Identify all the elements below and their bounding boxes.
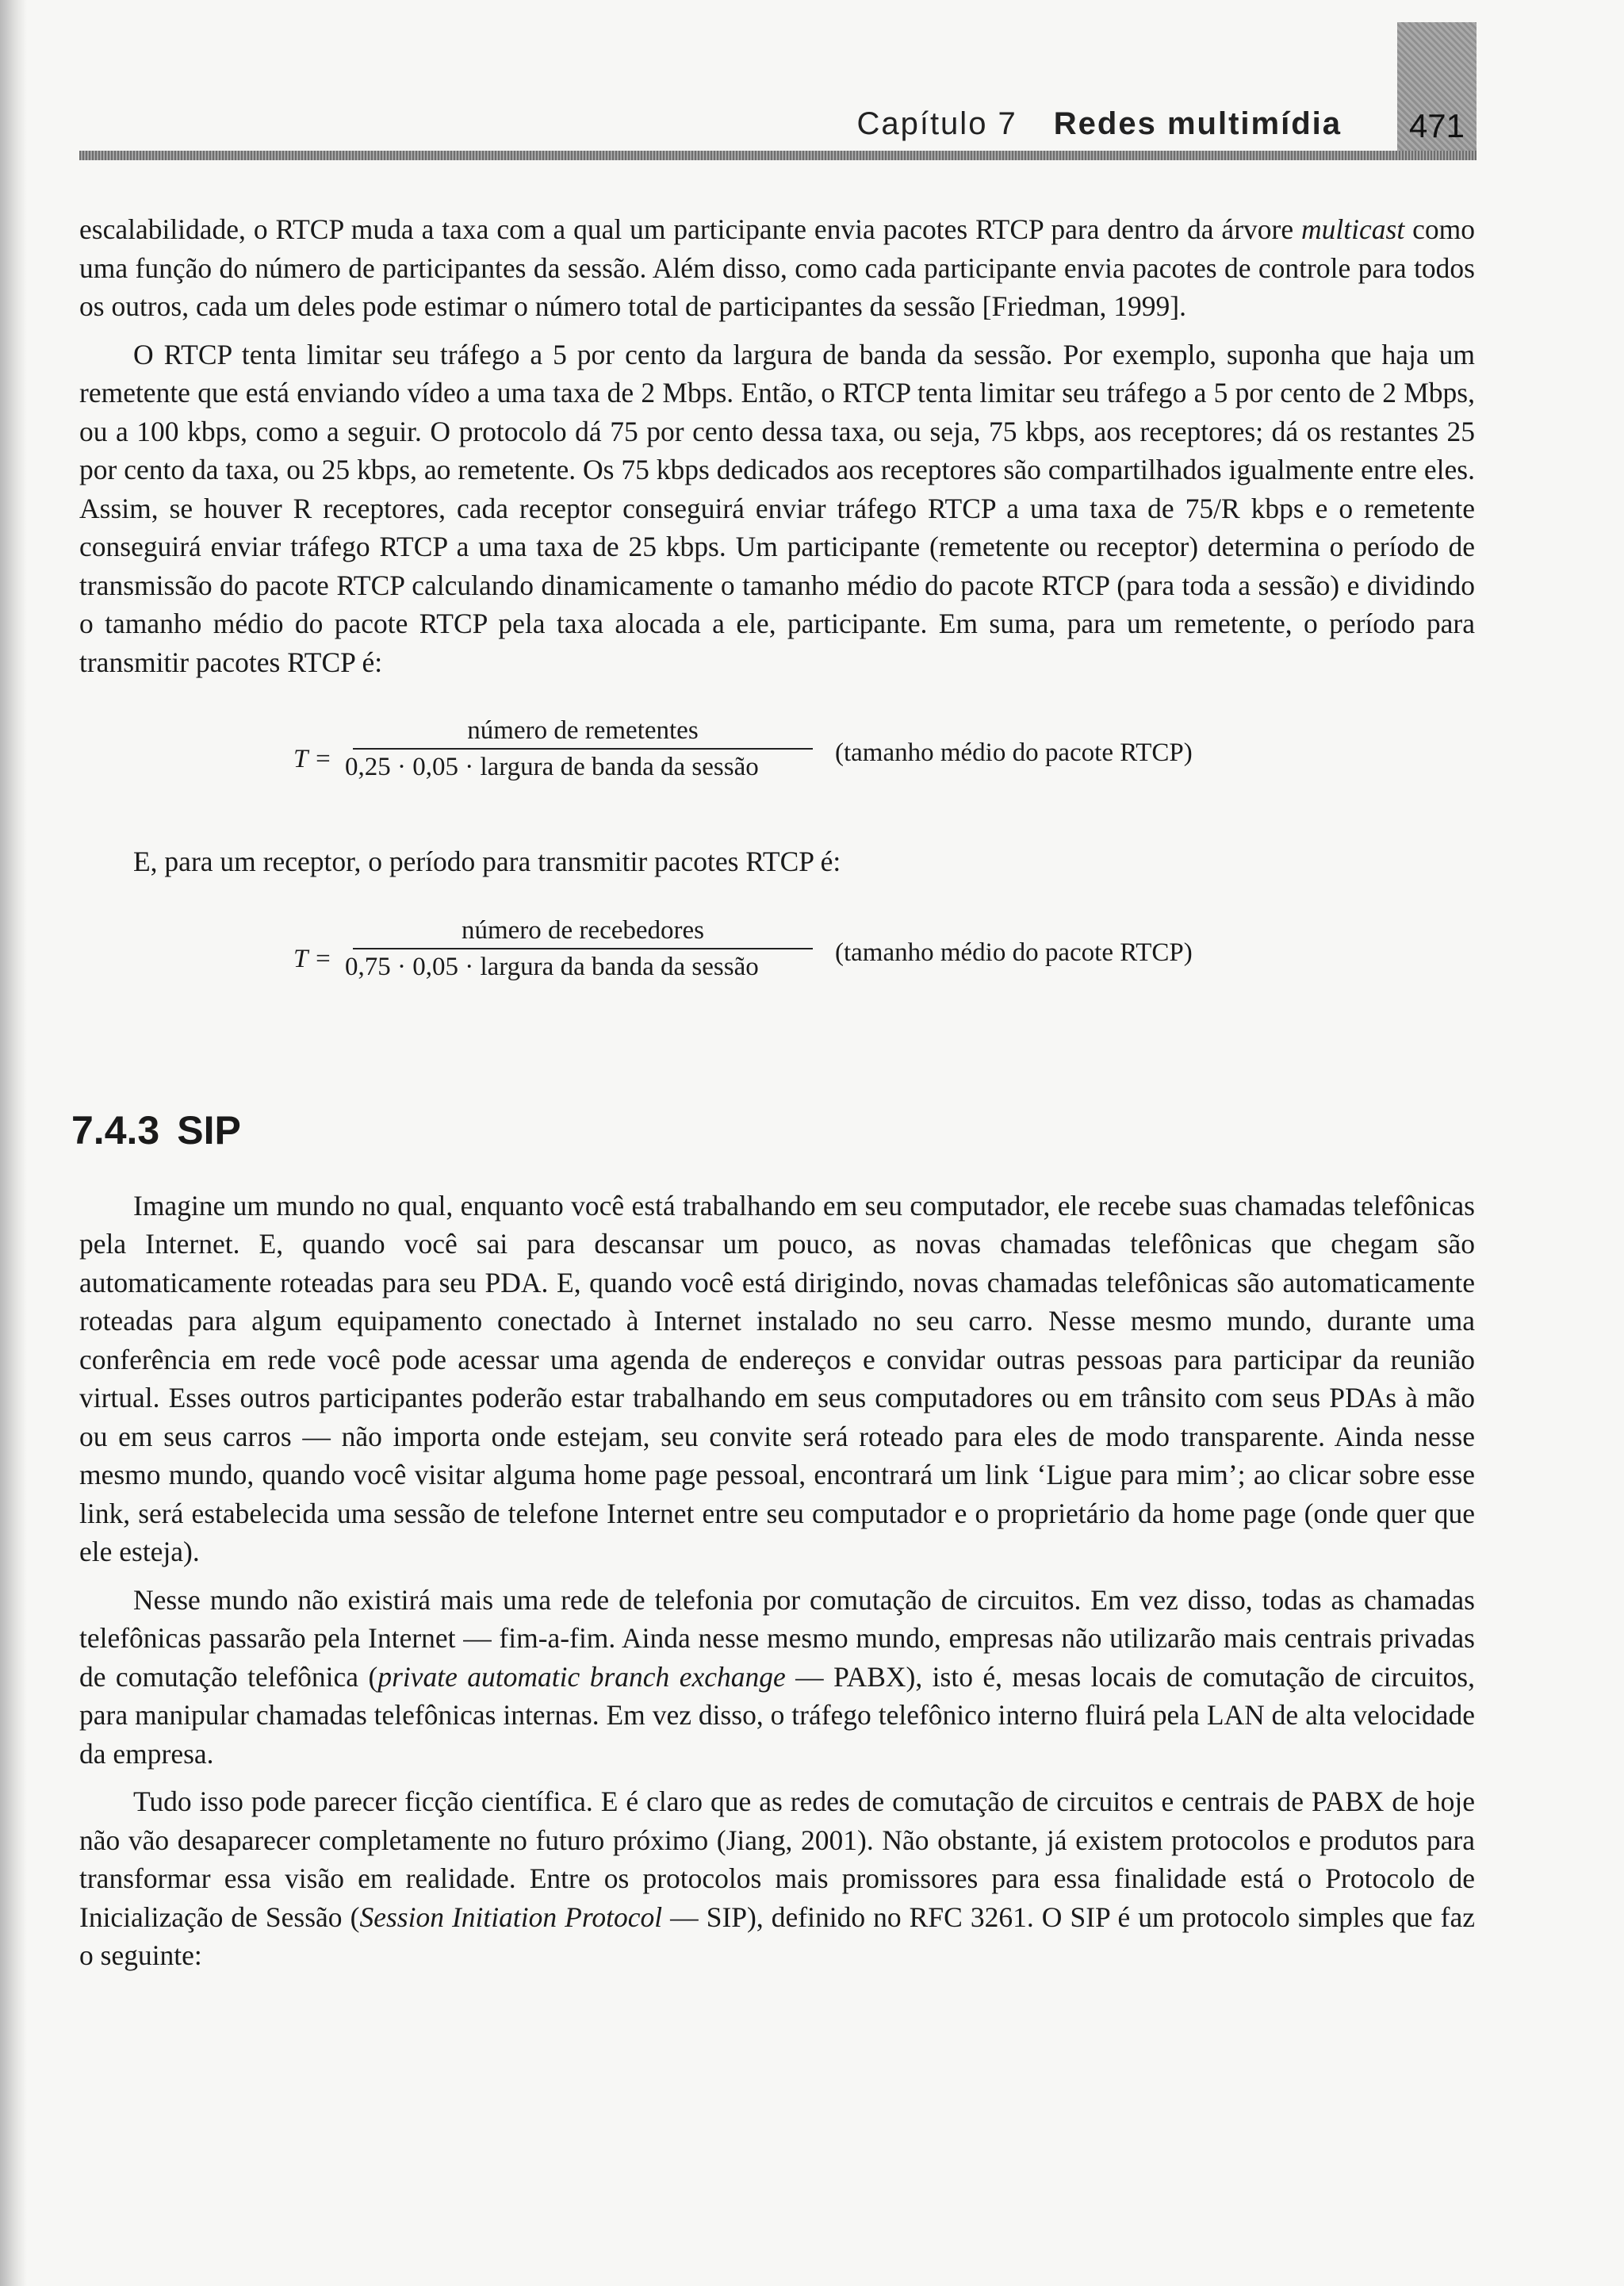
page-body — [71, 210, 1476, 1975]
formula-numerator: número de recebedores — [461, 915, 704, 945]
page-edge-shadow — [0, 0, 27, 2286]
formula-denominator: 0,75 · 0,05 · largura da banda da sessão — [345, 952, 759, 981]
paragraph: Imagine um mundo no qual, enquanto você está trabalhando em seu computador, ele recebe suas chamadas telefônicas pela Internet. E, quando você sai para descansar um pouco, as novas chamadas telefônicas que chegam são automaticamente roteadas para seu PDA. E, quando você está dirigindo, novas chamadas telefônicas são automaticamente roteadas para algum equipamento conectado à Internet instalado no seu carro. Nesse mesmo mundo, durante uma conferência em rede você pode acessar uma agenda de endereços e convidar outras pessoas para participar da reunião virtual. Esses outros participantes poderão estar trabalhando em seus computadores ou em trânsito com seus PDAs à mão ou em seus carros — não importa onde estejam, seu convite será roteado para eles de modo transparente. Ainda nesse mesmo mundo, quando você visitar alguma home page pessoal, encontrará um link ‘Ligue para mim’; ao clicar sobre esse link, será estabelecida uma sessão de telefone Internet entre seu computador e o proprietário da home page (onde quer que ele esteja). — [79, 1189, 1475, 1567]
paragraph — [79, 210, 1475, 326]
paragraph-text: Nesse mundo não existirá mais uma rede de telefonia por comutação de circuitos. Em vez disso, todas as chamadas telefônicas passarão pela Internet — fim-a-fim. Ainda nesse mesmo mundo, empresas não utilizarão mais centrais privadas de comutação telefônica ( — [79, 1583, 1475, 1693]
header-rule — [79, 151, 1477, 160]
section-number: 7.4.3 — [71, 1107, 160, 1153]
running-header — [79, 102, 1475, 151]
paragraph-text: como uma função do número de participantes da sessão. Além disso, como cada participante envia pacotes de controle para todos os outros, cada um deles pode estimar o número total de participantes da sessão [Friedman, 1999]. — [79, 213, 1476, 322]
paragraph: E, para um receptor, o período para transmitir pacotes RTCP é: — [133, 846, 841, 877]
formula-numerator: número de remetentes — [467, 716, 699, 745]
formula-receiver — [79, 913, 1475, 1012]
formula-denominator: 0,25 · 0,05 · largura de banda da sessão — [345, 753, 759, 781]
paragraph-emphasis: Session Initiation Protocol — [359, 1901, 663, 1933]
paragraph — [79, 1581, 1475, 1774]
formula-sender — [79, 713, 1475, 812]
page-number: 471 — [1408, 107, 1465, 144]
section-title: SIP — [177, 1107, 241, 1153]
section-heading — [71, 1107, 1475, 1153]
paragraph-text: escalabilidade, o RTCP muda a taxa com a qual um participante envia pacotes RTCP para dentro da árvore — [79, 213, 1302, 245]
paragraph — [79, 1782, 1475, 1975]
formula-factor: (tamanho médio do pacote RTCP) — [835, 938, 1193, 967]
formula-lhs: T = — [293, 944, 332, 973]
paragraph-text: — PABX), isto é, mesas locais de comutação de circuitos, para manipular chamadas telefônicas internas. Em vez disso, o tráfego telefônico interno fluirá pela LAN de alta velocidade da empresa. — [79, 1660, 1475, 1770]
paragraph-emphasis: multicast — [1301, 213, 1405, 245]
formula-fraction — [345, 913, 813, 984]
paragraph-text: Tudo isso pode parecer ficção científica. E é claro que as redes de comutação de circuitos e centrais de PABX de hoje não vão desaparecer completamente no futuro próximo (Jiang, 2001). Não obstante, já existem protocolos e produtos para transformar essa visão em realidade. Entre os protocolos mais promissores para essa finalidade está o Protocolo de Inicialização de Sessão ( — [79, 1785, 1475, 1933]
chapter-label: Capítulo 7 — [856, 106, 1017, 141]
formula-factor: (tamanho médio do pacote RTCP) — [835, 738, 1193, 767]
section-label: Redes multimídia — [1053, 106, 1342, 141]
formula-fraction — [345, 713, 813, 784]
paragraph: O RTCP tenta limitar seu tráfego a 5 por cento da largura de banda da sessão. Por exemplo, suponha que haja um remetente que está enviando vídeo a uma taxa de 2 Mbps. Então, o RTCP tenta limitar seu tráfego a 5 por cento de 2 Mbps, ou a 100 kbps, como a seguir. O protocolo dá 75 por cento dessa taxa, ou seja, 75 kbps, aos receptores; dá os restantes 25 por cento da taxa, ou 25 kbps, ao remetente. Os 75 kbps dedicados aos receptores são compartilhados igualmente entre eles. Assim, se houver R receptores, cada receptor conseguirá enviar tráfego RTCP a uma taxa de 75/R kbps e o remetente conseguirá enviar tráfego RTCP a uma taxa de 25 kbps. Um participante (remetente ou receptor) determina o período de transmissão do pacote RTCP calculando dinamicamente o tamanho médio do pacote RTCP (para toda a sessão) e dividindo o tamanho médio do pacote RTCP pela taxa alocada a ele, participante. Em suma, para um remetente, o período para transmitir pacotes RTCP é: — [79, 338, 1475, 678]
paragraph-text: — SIP), definido no RFC 3261. O SIP é um protocolo simples que faz o seguinte: — [79, 1901, 1476, 1971]
formula-lhs: T = — [293, 745, 332, 773]
paragraph-emphasis: private automatic branch exchange — [377, 1660, 786, 1693]
running-header-text — [856, 106, 1342, 142]
